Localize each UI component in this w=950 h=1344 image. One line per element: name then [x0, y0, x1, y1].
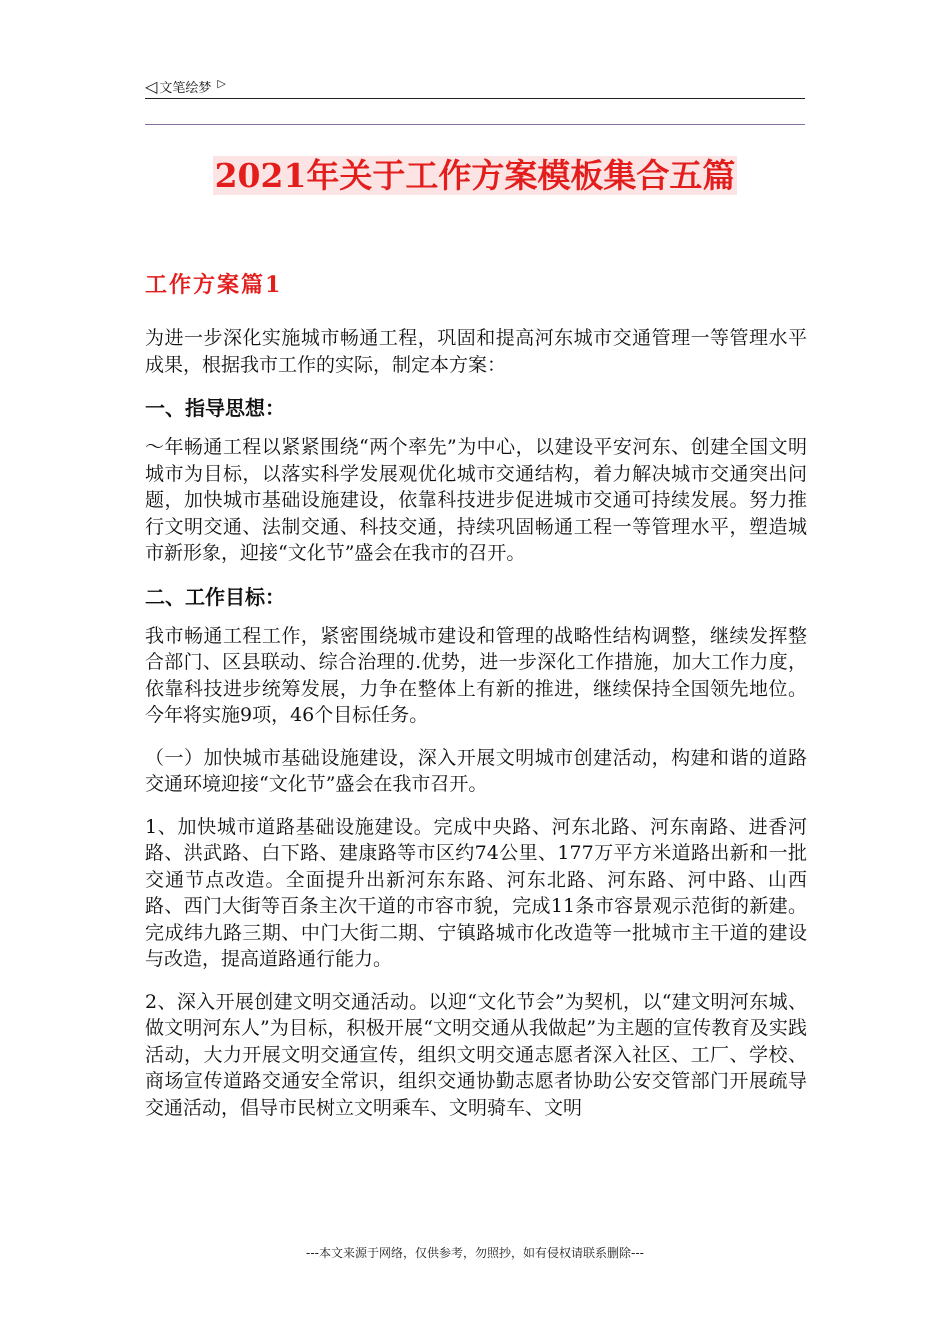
section-title: 工作方案篇1	[145, 272, 283, 298]
right-triangle-icon: ▷	[217, 76, 226, 90]
section-heading: 二、工作目标：	[145, 584, 285, 609]
section-heading: 一、指导思想：	[145, 396, 285, 420]
document-title	[145, 150, 805, 202]
header-brand: 文笔绘梦	[159, 80, 212, 96]
paragraph: （一）加快城市基础设施建设，深入开展文明城市创建活动，构建和谐的道路交通环境迎接“文化节”盛会在我市召开。	[145, 746, 807, 795]
paragraph: ～年畅通工程以紧紧围绕“两个率先”为中心，以建设平安河东、创建全国文明城市为目标，以落实科学发展观优化城市交通结构，着力解决城市交通突出问题，加快城市基础设施建设，依靠科技进步促进城市交通可持续发展。努力推行文明交通、法制交通、科技交通，持续巩固畅通工程一等管理水平，塑造城市新形象，迎接“文化节”盛会在我市的召开。	[145, 436, 807, 564]
page-header	[145, 74, 805, 98]
paragraph: 1、加快城市道路基础设施建设。完成中央路、河东北路、河东南路、进香河路、洪武路、白下路、建康路等市区约74公里、177万平方米道路出新和一批交通节点改造。全面提升出新河东东路、河东北路、河东路、河中路、山西路、西门大街等百条主次干道的市容市貌，完成11条市容景观示范街的新建。完成纬九路三期、中门大街二期、宁镇路城市化改造等一批城市主干道的建设与改造，提高道路通行能力。	[145, 815, 807, 970]
document-title-text: 2021年关于工作方案模板集合五篇	[214, 156, 736, 195]
header-divider	[145, 124, 805, 125]
left-triangle-icon: ◁	[145, 76, 158, 96]
page-footer: ---本文来源于网络，仅供参考，勿照抄，如有侵权请联系删除---	[306, 1246, 644, 1260]
header-rule	[145, 98, 805, 99]
document-body	[145, 325, 807, 1137]
paragraph: 2、深入开展创建文明交通活动。以迎“文化节会”为契机，以“建文明河东城、做文明河东人”为目标，积极开展“文明交通从我做起”为主题的宣传教育及实践活动，大力开展文明交通宣传，组织文明交通志愿者深入社区、工厂、学校、商场宣传道路交通安全常识，组织交通协勤志愿者协助公安交管部门开展疏导交通活动，倡导市民树立文明乘车、文明骑车、文明	[145, 990, 807, 1119]
paragraph: 我市畅通工程工作，紧密围绕城市建设和管理的战略性结构调整，继续发挥整合部门、区县联动、综合治理的.优势，进一步深化工作措施，加大工作力度，依靠科技进步统筹发展，力争在整体上有新的推进，继续保持全国领先地位。今年将实施9项，46个目标任务。	[145, 624, 807, 726]
paragraph: 为进一步深化实施城市畅通工程，巩固和提高河东城市交通管理一等管理水平成果，根据我市工作的实际，制定本方案：	[145, 327, 807, 376]
